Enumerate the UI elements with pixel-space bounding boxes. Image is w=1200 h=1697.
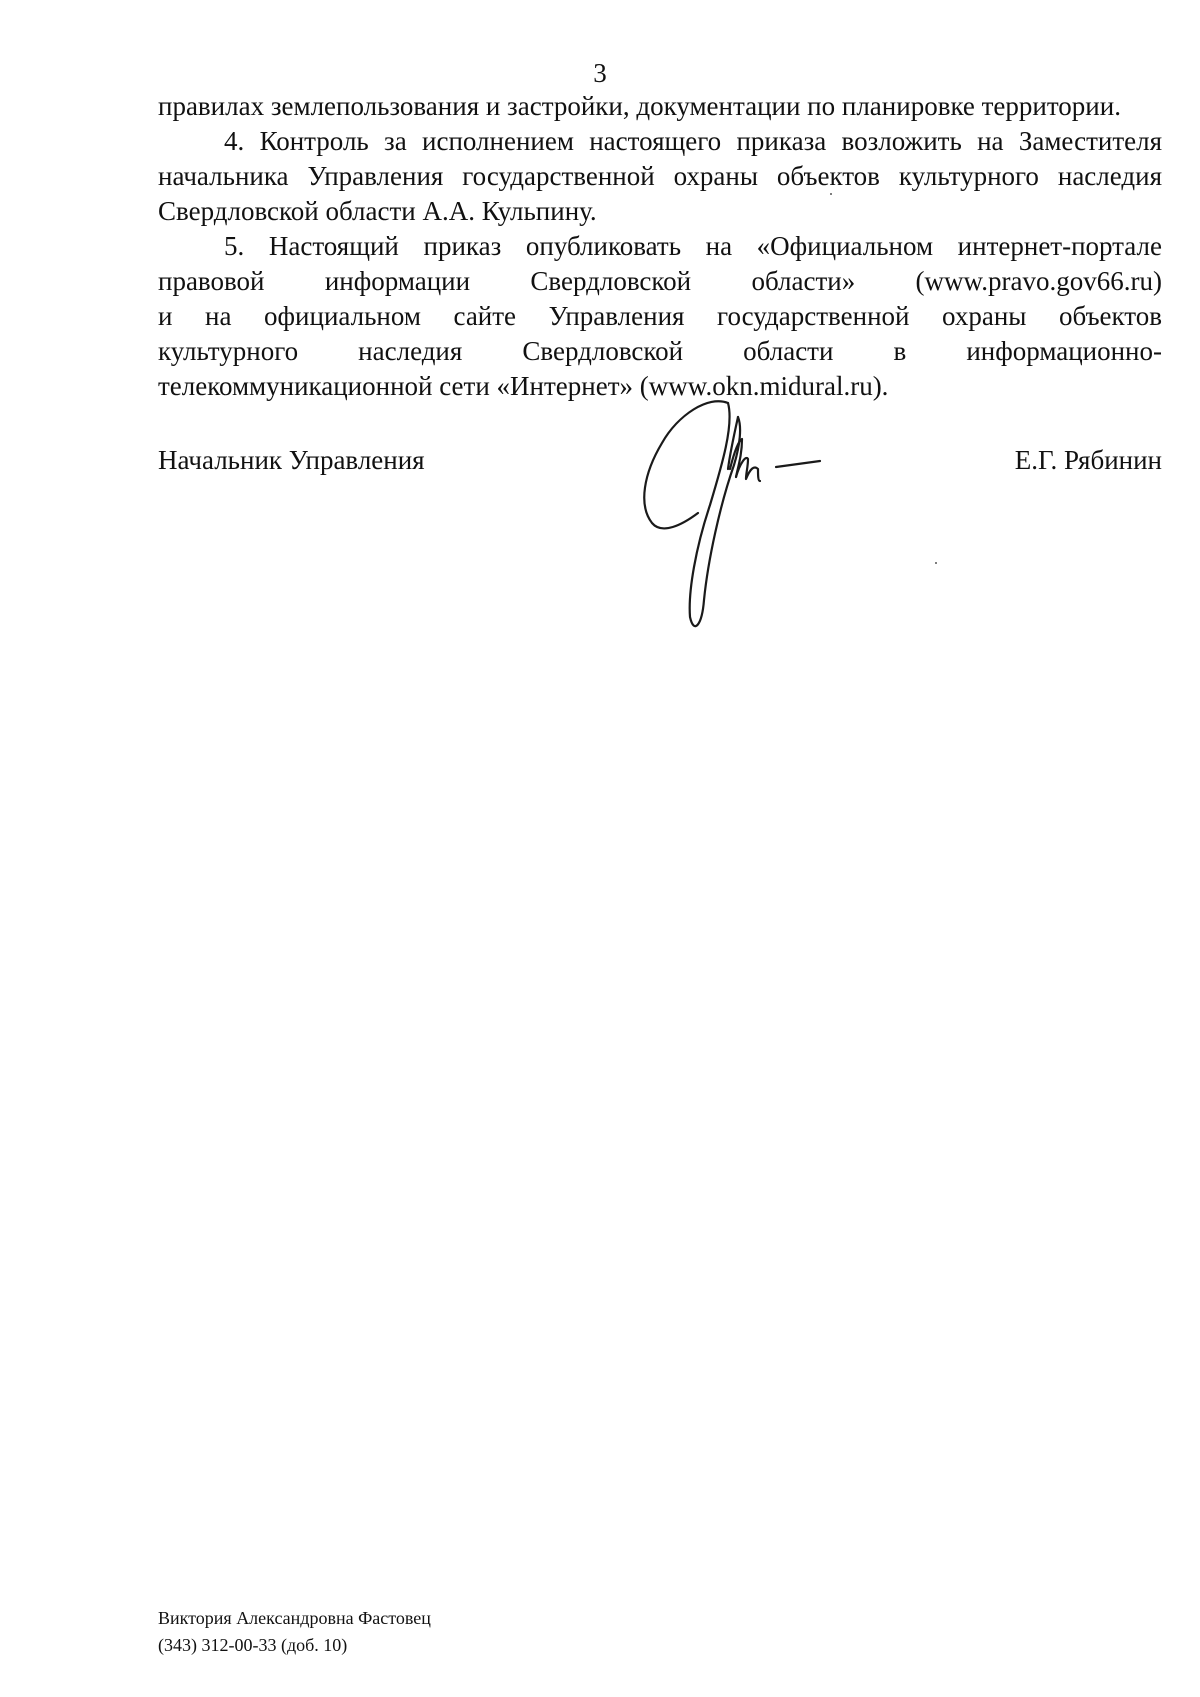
handwritten-signature [630,395,860,640]
executor-phone: (343) 312-00-33 (доб. 10) [158,1635,348,1655]
signatory-name: Е.Г. Рябинин [1014,445,1162,475]
paragraph-4-line: 4. Контроль за исполнением настоящего приказа возложить на Заместителя [224,126,1162,156]
paragraph-5-line: правовой информации Свердловской области» (www.pravo.gov66.ru) [158,266,1162,296]
executor-name: Виктория Александровна Фастовец [158,1608,431,1628]
page-number: 3 [593,58,607,88]
paragraph-line: правилах землепользования и застройки, документации по планировке территории. [158,91,1121,121]
paragraph-5-line: культурного наследия Свердловской области в информационно- [158,336,1162,366]
scan-speck [830,193,832,195]
paragraph-4-line: Свердловской области А.А. Кульпину. [158,196,597,226]
paragraph-5-line: и на официальном сайте Управления государственной охраны объектов [158,301,1162,331]
order-body [158,89,1162,404]
executor-footer [158,1605,431,1659]
paragraph-5-line: 5. Настоящий приказ опубликовать на «Официальном интернет-портале [224,231,1162,261]
scan-speck [935,562,937,564]
signatory-title: Начальник Управления [158,445,425,475]
paragraph-5-line: телекоммуникационной сети «Интернет» (www.okn.midural.ru). [158,371,889,401]
paragraph-4-line: начальника Управления государственной охраны объектов культурного наследия [158,161,1162,191]
